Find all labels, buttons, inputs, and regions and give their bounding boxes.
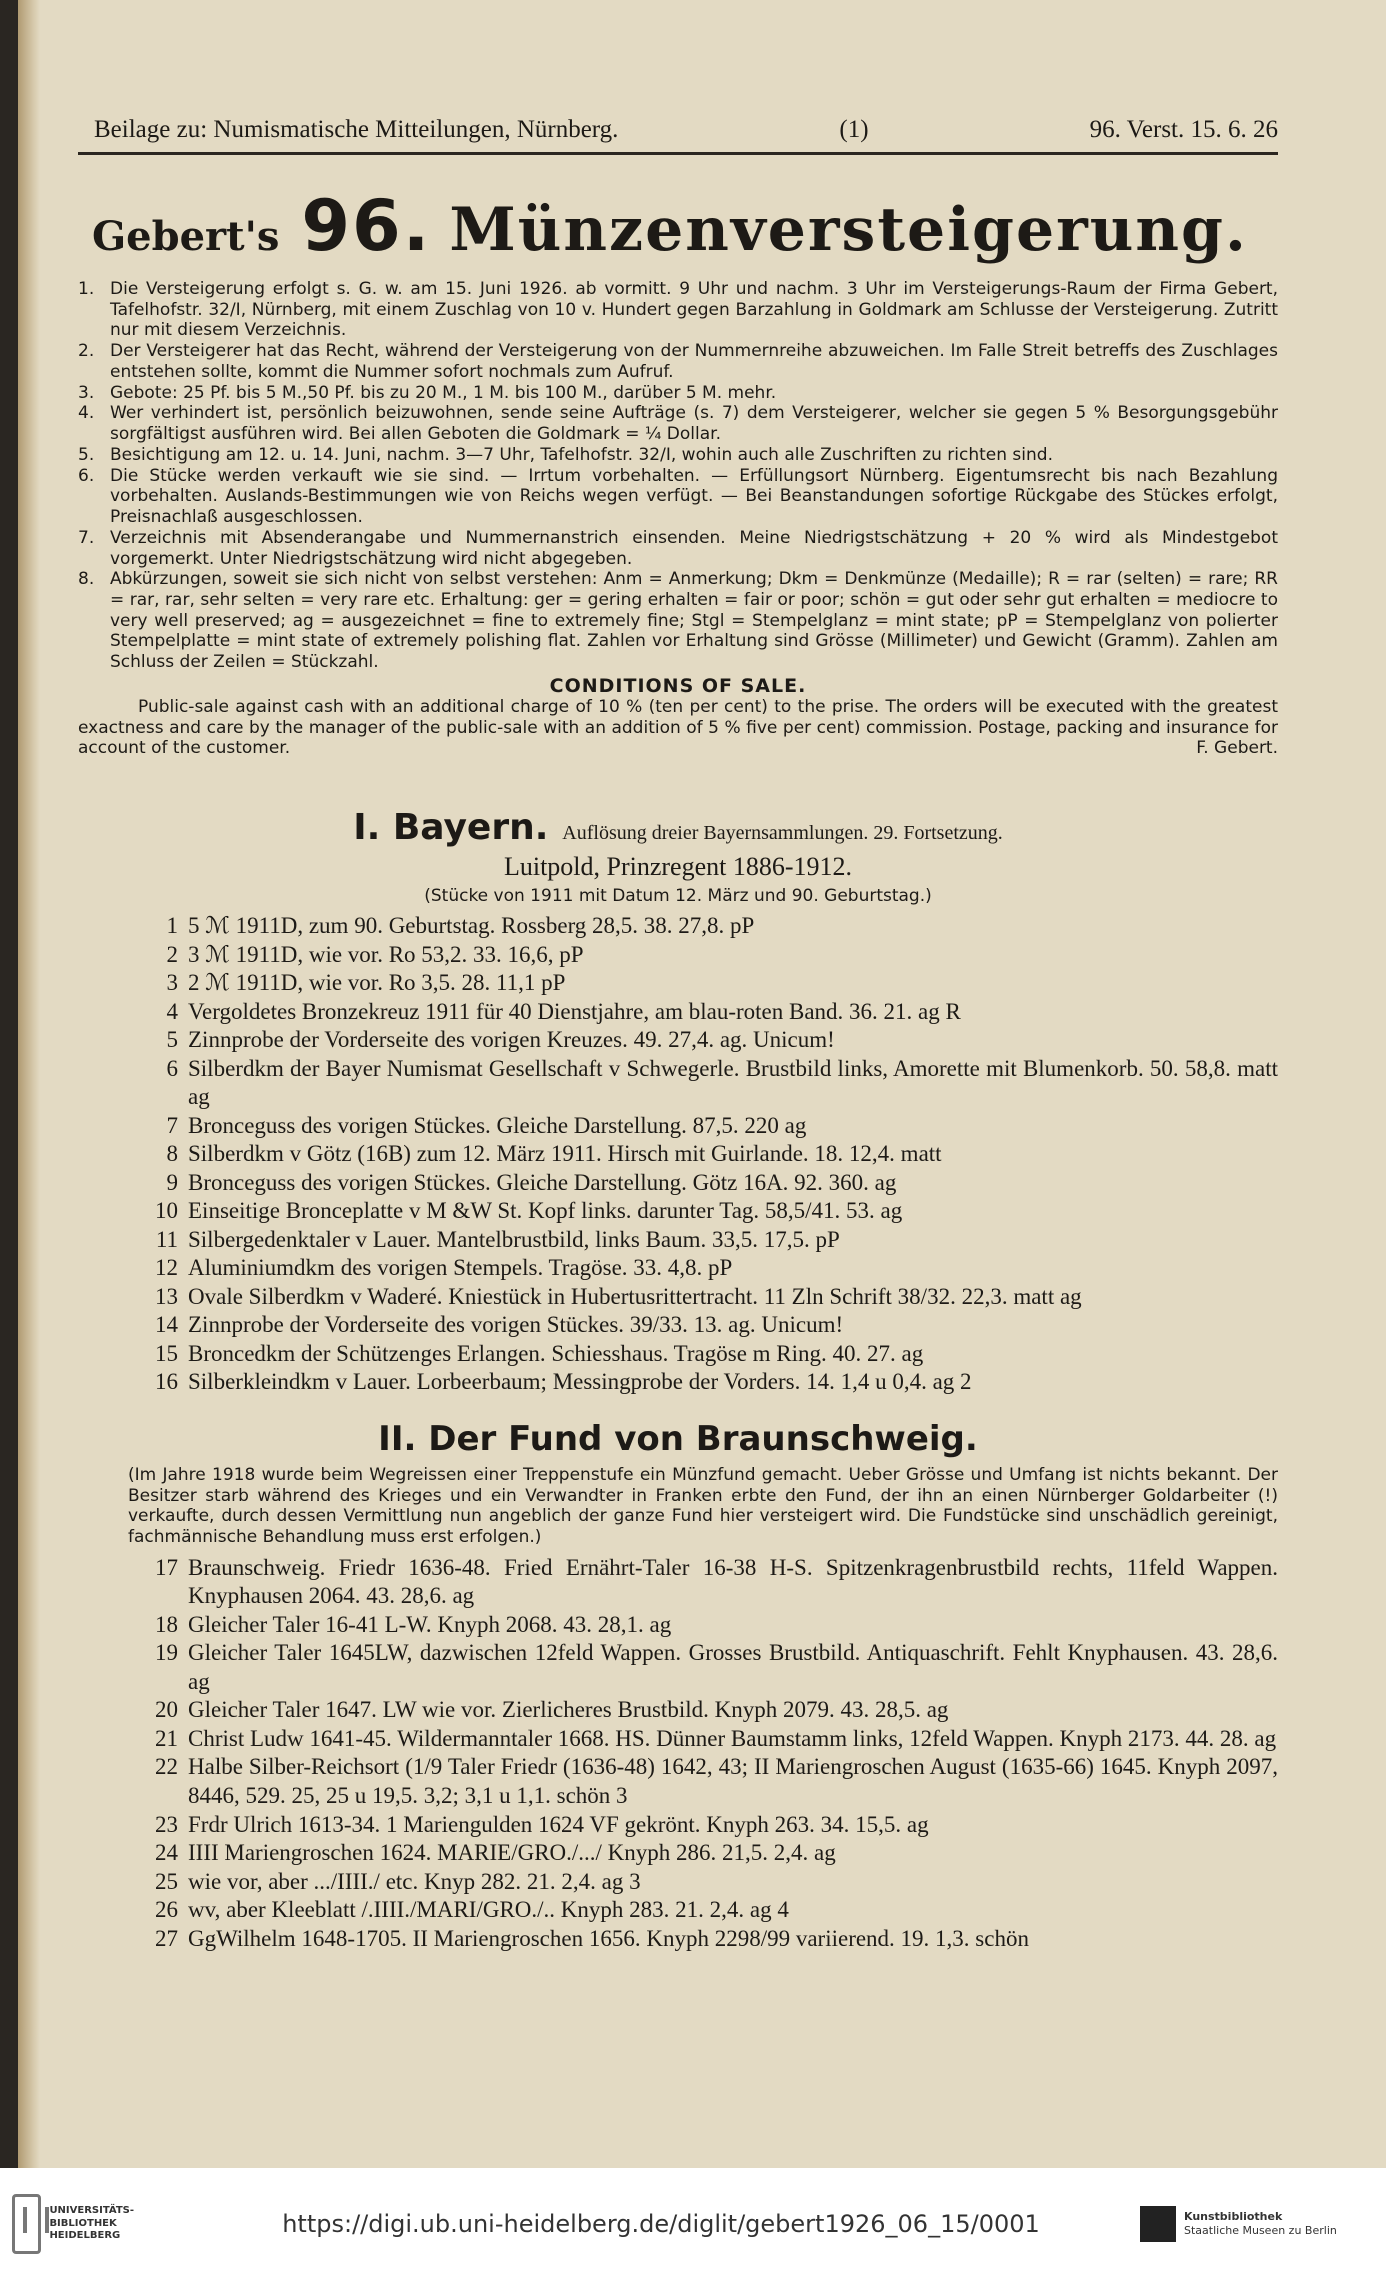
item-number: 21 [155,1725,178,1751]
item-text: Aluminiumdkm des vorigen Stempels. Tragöse. 33. 4,8. pP [188,1255,733,1281]
page-title [78,185,1278,267]
rule-item [78,466,1278,528]
item-text: Silberdkm der Bayer Numismat Gesellschaft v Schwegerle. Brustbild links, Amorette mit Blumenkorb. 50. 58,8. matt ag [188,1055,1278,1110]
item-text: Halbe Silber-Reichsort (1/9 Taler Friedr (1636-48) 1642, 43; II Mariengroschen August (1635-66) 1645. Knyph 2097, 8446, 529. 25, 25 u 19,5. 3,2; 3,1 u 1,1. schön 3 [188,1754,1278,1808]
rule-item [78,341,1278,382]
item-text: Bronceguss des vorigen Stückes. Gleiche Darstellung. 87,5. 220 ag [188,1112,807,1138]
header-right: 96. Verst. 15. 6. 26 [1089,116,1278,143]
rule-text: Abkürzungen, soweit sie sich nicht von selbst verstehen: Anm = Anmerkung; Dkm = Denkmünze (Medaille); R = rar (selten) = rare; RR = rar, rar, sehr selten = very rare etc. Erhaltung: ger = gering erhalten = fair or poor; schön = gut oder sehr gut erhalten = mediocre to very well preserved; ag = ausgezeichnet = fine to extremely fine; Stgl = Stempelglanz = mint state; pP = Stempelglanz von polierter Stempelplatte = mint state of extremely polishing flat. Zahlen vor Erhaltung sind Grösse (Millimeter) und Gewicht (Gramm). Zahlen am Schluss der Zeilen = Stückzahl. [110,569,1278,673]
rule-number: 3. [78,382,95,403]
rule-text: Wer verhindert ist, persönlich beizuwohnen, sende seine Aufträge (s. 7) dem Versteigerer, welcher sie gegen 5 % Besorgungsgebühr sorgfältigst ausführen wird. Bei allen Geboten die Goldmark = ¼ Dollar. [110,403,1278,445]
item-number: 8 [166,1141,178,1167]
conditions-signature: F. Gebert. [1196,738,1278,759]
rule-text: Verzeichnis mit Absenderangabe und Nummernanstrich einsenden. Meine Niedrigstschätzung + 20 % wird als Mindestgebot vorgemerkt. Unter Niedrigstschätzung wird nicht abgegeben. [110,527,1278,569]
title-word: Münzenversteigerung. [449,195,1248,265]
title-number: 96. [301,185,432,267]
kunstbibliothek-logo-icon [1140,2206,1176,2242]
item-number: 20 [155,1697,178,1723]
section2-heading: II. Der Fund von Braunschweig. [378,1418,978,1459]
item-number: 2 [166,941,178,967]
list-item [78,998,1278,1027]
kunstbibliothek-subtitle: Staatliche Museen zu Berlin [1184,2224,1337,2237]
rule-number: 2. [78,341,95,362]
item-number: 13 [155,1283,178,1309]
item-number: 27 [155,1925,178,1951]
rule-item [78,528,1278,569]
list-item [78,1055,1278,1112]
item-text: Frdr Ulrich 1613-34. 1 Mariengulden 1624 VF gekrönt. Knyph 263. 34. 15,5. ag [188,1811,929,1837]
item-text: Vergoldetes Bronzekreuz 1911 für 40 Dienstjahre, am blau-roten Band. 36. 21. ag R [188,998,961,1024]
item-number: 6 [166,1055,178,1081]
item-text: Silberdkm v Götz (16B) zum 12. März 1911. Hirsch mit Guirlande. 18. 12,4. matt [188,1141,942,1167]
list-item [78,1611,1278,1640]
item-text: Bronceguss des vorigen Stückes. Gleiche Darstellung. Götz 16A. 92. 360. ag [188,1169,897,1195]
list-item [78,941,1278,970]
university-library-logo-icon [12,2194,41,2254]
list-item [78,1554,1278,1611]
list-item [78,1868,1278,1897]
item-number: 12 [155,1255,178,1281]
item-number: 26 [155,1897,178,1923]
university-library-logo-text: UNIVERSITÄTS-BIBLIOTHEK HEIDELBERG [49,2205,135,2242]
item-number: 18 [155,1611,178,1637]
item-number: 7 [166,1112,178,1138]
list-item [78,1112,1278,1141]
item-number: 17 [155,1554,178,1580]
kunstbibliothek-logo[interactable] [1140,2206,1370,2242]
section1-list [78,912,1278,1397]
scanned-page [18,0,1386,2168]
rule-text: Der Versteigerer hat das Recht, während der Versteigerung von der Nummernreihe abzuweichen. Im Falle Streit betreffs des Zuschlages entstehen sollte, kommt die Nummer sofort nochmals zum Aufruf. [110,341,1278,382]
item-text: Gleicher Taler 16-41 L-W. Knyph 2068. 43. 28,1. ag [188,1611,672,1637]
rule-text: Gebote: 25 Pf. bis 5 M.,50 Pf. bis zu 20 M., 1 M. bis 100 M., darüber 5 M. mehr. [110,382,777,403]
rule-number: 5. [78,444,95,465]
section2-intro: (Im Jahre 1918 wurde beim Wegreissen einer Treppenstufe ein Münzfund gemacht. Ueber Grösse und Umfang ist nichts bekannt. Der Besitzer starb während des Krieges und ein Verwandter in Franken erbte den Fund, der ihn an einen Nürnberger Goldarbeiter (!) verkaufte, durch dessen Vermittlung nun angeblich der ganze Fund hier versteigert wird. Die Fundstücke sind unschädlich gereinigt, fachmännische Behandlung muss erst erfolgen.) [128,1464,1278,1548]
item-text: Gleicher Taler 1645LW, dazwischen 12feld Wappen. Grosses Brustbild. Antiquaschrift. Fehlt Knyphausen. 43. 28,6. ag [188,1640,1278,1694]
item-text: GgWilhelm 1648-1705. II Mariengroschen 1656. Knyph 2298/99 variierend. 19. 1,3. schön [188,1925,1029,1951]
list-item [78,1925,1278,1954]
list-item [78,1368,1278,1397]
list-item [78,1197,1278,1226]
page-content [78,100,1278,1953]
list-item [78,1311,1278,1340]
item-number: 10 [155,1198,178,1224]
viewer-footer [0,2168,1386,2280]
item-text: 3 ℳ 1911D, wie vor. Ro 53,2. 33. 16,6, pP [188,941,584,967]
item-text: Gleicher Taler 1647. LW wie vor. Zierlicheres Brustbild. Knyph 2079. 43. 28,5. ag [188,1697,949,1723]
list-item [78,1753,1278,1810]
item-number: 23 [155,1811,178,1837]
item-number: 11 [155,1226,178,1252]
list-item [78,1696,1278,1725]
item-text: Silbergedenktaler v Lauer. Mantelbrustbild, links Baum. 33,5. 17,5. pP [188,1226,840,1252]
header-left: Beilage zu: Numismatische Mitteilungen, Nürnberg. [94,116,619,143]
conditions-body: Public-sale against cash with an additional charge of 10 % (ten per cent) to the prise. The orders will be executed with the greatest exactness and care by the manager of the public-sale with an addition of 5 % five per cent) commission. Postage, packing and insurance for account of the customer. [78,696,1278,759]
item-number: 25 [155,1868,178,1894]
permalink-url[interactable]: https://digi.ub.uni-heidelberg.de/diglit/gebert1926_06_15/0001 [282,2210,1040,2238]
section1-subtitle: Auflösung dreier Bayernsammlungen. 29. Fortsetzung. [562,822,1003,845]
ruler-heading: Luitpold, Prinzregent 1886-1912. [503,852,853,882]
rule-number: 7. [78,527,95,548]
list-item [78,1839,1278,1868]
item-text: Silberkleindkm v Lauer. Lorbeerbaum; Messingprobe der Vorders. 14. 1,4 u 0,4. ag 2 [188,1369,972,1395]
list-item [78,1140,1278,1169]
section1-note: (Stücke von 1911 mit Datum 12. März und 90. Geburtstag.) [424,886,932,907]
item-text: Ovale Silberdkm v Waderé. Kniestück in Hubertusrittertracht. 11 Zln Schrift 38/32. 22,3. matt ag [188,1283,1082,1309]
running-header [78,100,1278,155]
list-item [78,912,1278,941]
list-item [78,1254,1278,1283]
item-number: 19 [155,1640,178,1666]
list-item [78,1340,1278,1369]
list-item [78,1725,1278,1754]
item-number: 4 [166,998,178,1024]
item-number: 3 [166,970,178,996]
rule-item [78,569,1278,673]
item-text: Zinnprobe der Vorderseite des vorigen Kreuzes. 49. 27,4. ag. Unicum! [188,1027,835,1053]
kunstbibliothek-logo-text [1184,2210,1337,2239]
rule-number: 6. [78,465,95,486]
rule-text: Die Versteigerung erfolgt s. G. w. am 15. Juni 1926. ab vormitt. 9 Uhr und nachm. 3 Uhr im Versteigerungs-Raum der Firma Gebert, Tafelhofstr. 32/I, Nürnberg, mit einem Zuschlag von 10 v. Hundert gegen Barzahlung in Goldmark am Schlusse der Versteigerung. Zutritt nur mit diesem Verzeichnis. [110,279,1278,341]
rule-number: 1. [78,279,95,299]
item-text: Broncedkm der Schützenges Erlangen. Schiesshaus. Tragöse m Ring. 40. 27. ag [188,1340,924,1366]
list-item [78,1896,1278,1925]
item-number: 16 [155,1369,178,1395]
list-item [78,969,1278,998]
section1-heading [78,807,1278,848]
item-text: Einseitige Bronceplatte v M &W St. Kopf links. darunter Tag. 58,5/41. 53. ag [188,1198,903,1224]
item-number: 15 [155,1340,178,1366]
item-number: 22 [155,1754,178,1780]
auction-rules [78,279,1278,673]
item-text: 5 ℳ 1911D, zum 90. Geburtstag. Rossberg 28,5. 38. 27,8. pP [188,913,755,939]
conditions-heading: CONDITIONS OF SALE. [549,674,807,697]
list-item [78,1811,1278,1840]
item-text: IIII Mariengroschen 1624. MARIE/GRO./.../ Knyph 286. 21,5. 2,4. ag [188,1840,836,1866]
rule-number: 8. [78,569,95,590]
item-text: 2 ℳ 1911D, wie vor. Ro 3,5. 28. 11,1 pP [188,970,566,996]
list-item [78,1283,1278,1312]
rule-item [78,279,1278,341]
rule-item [78,383,1278,404]
title-name: Gebert's [92,213,280,260]
rule-item [78,445,1278,466]
item-number: 24 [155,1840,178,1866]
rule-text: Besichtigung am 12. u. 14. Juni, nachm. 3—7 Uhr, Tafelhofstr. 32/I, wohin auch alle Zuschriften zu richten sind. [110,444,1053,465]
rule-text: Die Stücke werden verkauft wie sie sind. — Irrtum vorbehalten. — Erfüllungsort Nürnberg. Eigentumsrecht bis nach Bezahlung vorbehalten. Auslands-Bestimmungen wie von Reichs wegen verfügt. — Bei Beanstandungen sofortige Rückgabe des Stückes erfolgt, Preisnachlaß ausgeschlossen. [110,465,1278,528]
item-number: 1 [166,913,178,939]
list-item [78,1226,1278,1255]
item-text: Christ Ludw 1641-45. Wildermanntaler 1668. HS. Dünner Baumstamm links, 12feld Wappen. Knyph 2173. 44. 28. ag [188,1725,1277,1751]
kunstbibliothek-title: Kunstbibliothek [1184,2209,1283,2223]
rule-number: 4. [78,403,95,424]
section1-title: I. Bayern. [353,807,549,849]
university-library-logo[interactable] [12,2194,182,2254]
section2-list [78,1554,1278,1953]
item-text: wv, aber Kleeblatt /.IIII./MARI/GRO./.. Knyph 283. 21. 2,4. ag 4 [188,1897,789,1923]
header-page-number: (1) [839,116,869,143]
conditions-text [78,697,1278,759]
list-item [78,1639,1278,1696]
list-item [78,1026,1278,1055]
item-number: 5 [166,1027,178,1053]
rule-item [78,403,1278,444]
item-number: 14 [155,1312,178,1338]
item-text: Braunschweig. Friedr 1636-48. Fried Ernährt-Taler 16-38 H-S. Spitzenkragenbrustbild rechts, 11feld Wappen. Knyphausen 2064. 43. 28,6. ag [188,1554,1278,1609]
item-text: wie vor, aber .../IIII./ etc. Knyp 282. 21. 2,4. ag 3 [188,1868,641,1894]
item-number: 9 [166,1169,178,1195]
list-item [78,1169,1278,1198]
item-text: Zinnprobe der Vorderseite des vorigen Stückes. 39/33. 13. ag. Unicum! [188,1312,844,1338]
